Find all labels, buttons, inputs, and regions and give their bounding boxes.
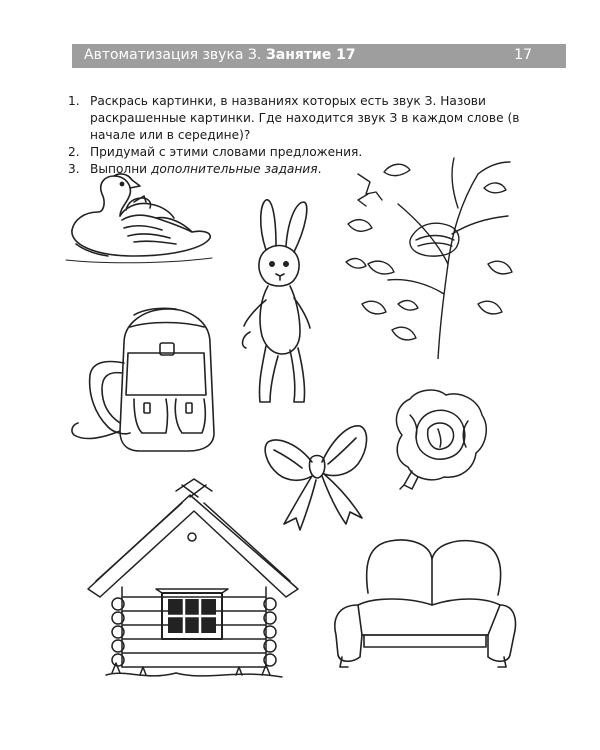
duck-icon bbox=[64, 172, 214, 267]
instruction-number: 3. bbox=[68, 162, 80, 176]
nest-tree-icon bbox=[338, 154, 520, 359]
log-hut-picture[interactable] bbox=[86, 477, 301, 681]
instruction-prefix: Выполни bbox=[90, 162, 151, 176]
instruction-text: Раскрась картинки, в названиях которых есть звук З. Назови раскрашенные картинки. Где находится звук З в каждом слове (в начале или в середине)? bbox=[90, 94, 520, 142]
backpack-icon bbox=[64, 303, 234, 455]
cabbage-picture[interactable] bbox=[388, 385, 492, 492]
title-lesson: Занятие 17 bbox=[265, 47, 356, 63]
instruction-suffix: . bbox=[317, 162, 322, 176]
duck-picture[interactable] bbox=[64, 172, 214, 267]
instruction-italic: дополнительные задания bbox=[150, 162, 318, 176]
backpack-picture[interactable] bbox=[64, 303, 234, 455]
instruction-number: 1. bbox=[68, 94, 80, 108]
cabbage-icon bbox=[388, 385, 492, 492]
title-regular: Автоматизация звука З. bbox=[84, 47, 266, 63]
header-bar bbox=[72, 44, 566, 68]
page-title bbox=[84, 47, 356, 63]
instruction-number: 2. bbox=[68, 145, 80, 159]
tree-nest-picture[interactable] bbox=[338, 154, 520, 359]
sofa-icon bbox=[328, 535, 520, 670]
page-number: 17 bbox=[514, 47, 532, 63]
sofa-picture[interactable] bbox=[328, 535, 520, 670]
instruction-text: Придумай с этими словами предложения. bbox=[90, 145, 363, 159]
hare-picture[interactable] bbox=[236, 196, 326, 410]
log-hut-icon bbox=[86, 477, 301, 681]
hare-icon bbox=[236, 196, 326, 410]
instruction-item bbox=[68, 93, 568, 144]
